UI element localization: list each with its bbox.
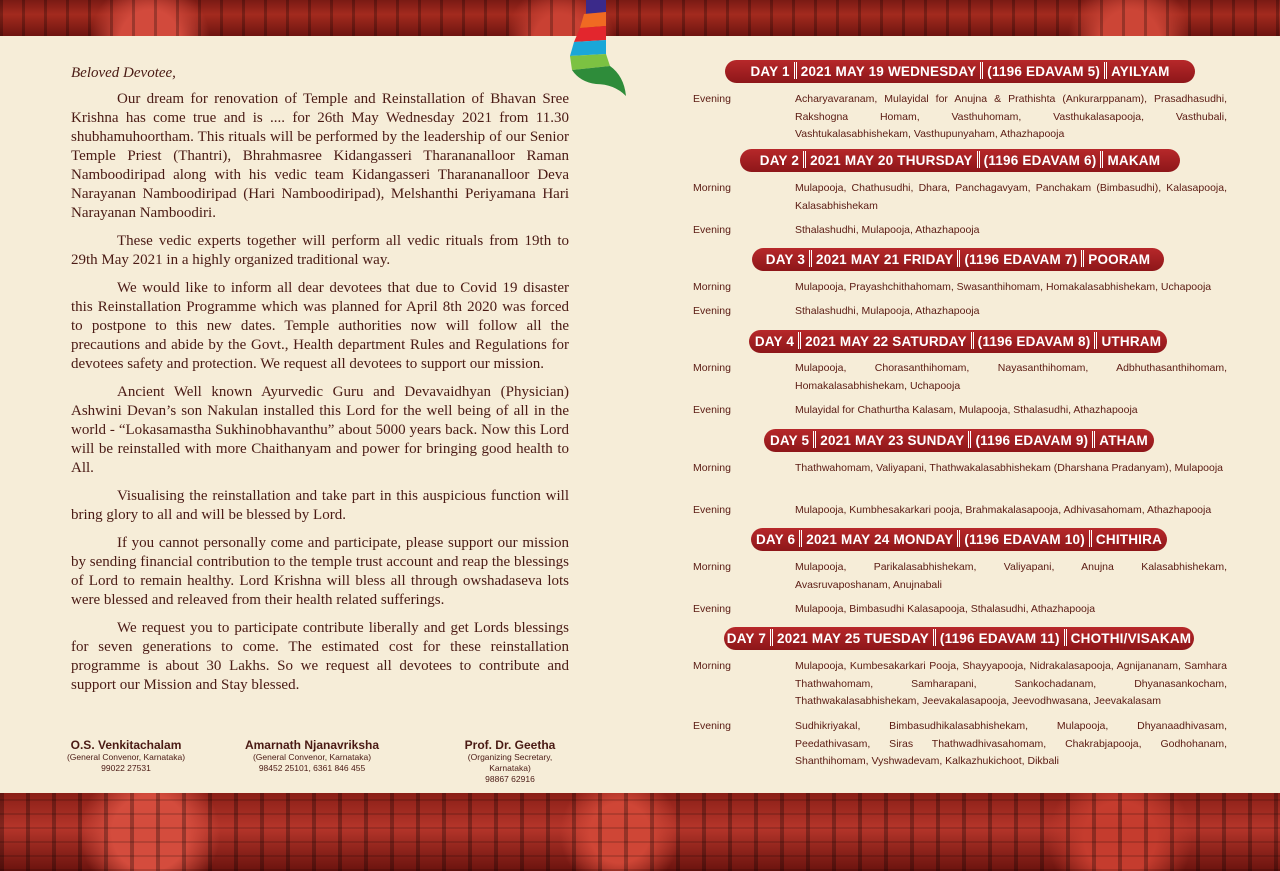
letter-paragraph: If you cannot personally come and participate, please support our mission by sending financial contribution to the temple trust account and reap the blessings of Lord to remain healthy. Lord Krishna will bless all through owshadaseva lots were blessed and releaved from their health related sufferings.	[71, 535, 569, 608]
day-star: CHITHIRA	[1095, 532, 1163, 547]
day-date: 2021 MAY 19 WEDNESDAY	[800, 64, 977, 79]
slot-label: Evening	[693, 504, 731, 516]
slot-rituals: Sudhikriyakal, Bimbasudhikalasabhishekam, Mulapooja, Dhyanaadhivasam, Peedathivasam, Siras Thathwadhivasahomam, Chakrabjapooja, Godhohanam, Shanthihomam, Vyshwadevam, Kalkazhukichoot, Dikbali	[795, 720, 1227, 767]
day-edavam: (1196 EDAVAM 8)	[977, 334, 1091, 349]
slot-label: Evening	[693, 224, 731, 236]
day-number: DAY 5	[769, 433, 810, 448]
letter	[71, 64, 569, 704]
signatory-name: Prof. Dr. Geetha	[464, 738, 556, 752]
day-star: POORAM	[1088, 252, 1151, 267]
day-edavam: (1196 EDAVAM 6)	[983, 153, 1097, 168]
day-header	[749, 330, 1167, 353]
day-header	[724, 627, 1194, 650]
separator	[968, 431, 971, 448]
day-number: DAY 3	[765, 252, 806, 267]
day-header	[751, 528, 1167, 551]
day-header	[740, 149, 1180, 172]
letter-paragraph: Visualising the reinstallation and take part in this auspicious function will bring glory to all and will be blessed by Lord.	[71, 488, 569, 523]
slot-label: Morning	[693, 362, 731, 374]
day-date: 2021 MAY 24 MONDAY	[806, 532, 954, 547]
day-header	[725, 60, 1195, 83]
separator	[971, 332, 974, 349]
separator	[1064, 629, 1067, 646]
separator	[957, 250, 960, 267]
day-header	[752, 248, 1164, 271]
signatory-phone: 99022 27531	[101, 763, 151, 773]
signatory	[242, 738, 382, 774]
separator	[809, 250, 812, 267]
slot-rituals: Acharyavaranam, Mulayidal for Anujna & Prathishta (Ankurarppanam), Prasadhasudhi, Rakshogna Homam, Vasthuhomam, Vasthukalasapooja, Vasthubali, Vashtukalasabhishekam, Vasthupunyaham, Athazhapooja	[795, 93, 1227, 140]
slot-label: Morning	[693, 561, 731, 573]
signatory	[446, 738, 574, 785]
slot-label: Morning	[693, 281, 731, 293]
slot-rituals: Mulapooja, Bimbasudhi Kalasapooja, Sthalasudhi, Athazhapooja	[795, 603, 1096, 615]
day-star: ATHAM	[1099, 433, 1148, 448]
day-date: 2021 MAY 22 SATURDAY	[805, 334, 967, 349]
letter-paragraph: Ancient Well known Ayurvedic Guru and Devavaidhyan (Physician) Ashwini Devan’s son Nakulan installed this Lord for the well being of all in the world - “Lokasamastha Sukhinobhavanthu” about 5000 years back. Now this Lord will be reinstalled with more Chaithanyam and power for bringing good health to All.	[71, 384, 569, 476]
slot-label: Morning	[693, 182, 731, 194]
separator	[770, 629, 773, 646]
slot-rituals: Sthalashudhi, Mulapooja, Athazhapooja	[795, 224, 980, 236]
slot-label: Evening	[693, 404, 731, 416]
separator	[1081, 250, 1084, 267]
day-edavam: (1196 EDAVAM 9)	[975, 433, 1089, 448]
slot-label: Evening	[693, 603, 731, 615]
separator	[803, 151, 806, 168]
day-number: DAY 1	[750, 64, 790, 79]
slot-label: Evening	[693, 305, 731, 317]
top-decorative-border	[0, 0, 1280, 36]
separator	[980, 62, 983, 79]
slot-rituals: Mulapooja, Parikalasabhishekam, Valiyapani, Anujna Kalasabhishekam, Avasruvaposhanam, Anujnabali	[795, 561, 1227, 591]
separator	[794, 62, 797, 79]
day-date: 2021 MAY 21 FRIDAY	[816, 252, 954, 267]
day-number: DAY 6	[755, 532, 796, 547]
day-date: 2021 MAY 23 SUNDAY	[820, 433, 965, 448]
slot-rituals: Mulapooja, Chorasanthihomam, Nayasanthihomam, Adbhuthasanthihomam, Homakalasabhishekam, Uchapooja	[795, 362, 1227, 392]
day-edavam: (1196 EDAVAM 10)	[964, 532, 1085, 547]
day-edavam: (1196 EDAVAM 7)	[964, 252, 1078, 267]
separator	[977, 151, 980, 168]
separator	[957, 530, 960, 547]
slot-rituals: Mulapooja, Kumbesakarkari Pooja, Shayyapooja, Nidrakalasapooja, Agnijananam, Samhara Thathwahomam, Samharapani, Sankochadanam, Dhyanasankocham, Thathwakalasabhishekam, Jeevakalasapooja, Jeevodhwasana, Jeevakalasam	[795, 660, 1227, 707]
day-header	[764, 429, 1154, 452]
day-star: MAKAM	[1107, 153, 1161, 168]
signatory-role: (General Convenor, Karnataka)	[66, 752, 186, 762]
separator	[1100, 151, 1103, 168]
signatory-role: (Organizing Secretary, Karnataka)	[467, 752, 553, 773]
slot-rituals: Sthalashudhi, Mulapooja, Athazhapooja	[795, 305, 980, 317]
signatory-phone: 98867 62916	[485, 774, 535, 784]
day-number: DAY 7	[726, 631, 767, 646]
slot-label: Morning	[693, 462, 731, 474]
slot-label: Morning	[693, 660, 731, 672]
slot-rituals: Thathwahomam, Valiyapani, Thathwakalasabhishekam (Dharshana Pradanyam), Mulapooja	[795, 462, 1224, 474]
letter-paragraph: We request you to participate contribute liberally and get Lords blessings for seven generations to come. The estimated cost for these reinstallation programme is about 30 Lakhs. So we request all devotees to contribute and support our Mission and Stay blessed.	[71, 620, 569, 693]
separator	[1094, 332, 1097, 349]
letter-paragraph: Our dream for renovation of Temple and Reinstallation of Bhavan Sree Krishna has come true and is .... for 26th May Wednesday 2021 from 11.30 shubhamuhoortham. This rituals will be performed by the leadership of our Senior Temple Priest (Thantri), Bhrahmasree Kidangasseri Tharananalloor Raman Namboodiripad along with his vedic team Kidangasseri Tharananalloor Deva Narayanan Namboodiripad (Hari Namboodiripad), Melshanthi Periyamana Hari Narayanan Namboodiri.	[71, 91, 569, 221]
signatory-phone: 98452 25101, 6361 846 455	[258, 763, 366, 773]
signatory	[62, 738, 190, 774]
letter-paragraph: We would like to inform all dear devotees that due to Covid 19 disaster this Reinstallation Programme which was planned for April 8th 2020 was forced to postpone to this new dates. Temple authorities now will follow all the precautions and abide by the Govt., Health department Rules and Regulations for devotees safety and protection. We request all devotees to support our mission.	[71, 280, 569, 372]
separator	[799, 530, 802, 547]
letter-paragraph: These vedic experts together will perform all vedic rituals from 19th to 29th May 2021 in a highly organized traditional way.	[71, 233, 569, 268]
bottom-decorative-border	[0, 793, 1280, 871]
day-star: AYILYAM	[1111, 64, 1170, 79]
separator	[798, 332, 801, 349]
slot-rituals: Mulapooja, Chathusudhi, Dhara, Panchagavyam, Panchakam (Bimbasudhi), Kalasapooja, Kalasabhishekam	[795, 182, 1227, 212]
slot-rituals: Mulapooja, Kumbhesakarkari pooja, Brahmakalasapooja, Adhivasahomam, Athazhapooja	[795, 504, 1212, 516]
slot-label: Evening	[693, 93, 731, 105]
slot-label: Evening	[693, 720, 731, 732]
day-date: 2021 MAY 20 THURSDAY	[810, 153, 973, 168]
signatory-name: Amarnath Njanavriksha	[244, 738, 380, 752]
slot-rituals: Mulapooja, Prayashchithahomam, Swasanthihomam, Homakalasabhishekam, Uchapooja	[795, 281, 1212, 293]
slot-rituals: Mulayidal for Chathurtha Kalasam, Mulapooja, Sthalasudhi, Athazhapooja	[795, 404, 1138, 416]
day-date: 2021 MAY 25 TUESDAY	[777, 631, 929, 646]
day-edavam: (1196 EDAVAM 5)	[987, 64, 1101, 79]
separator	[813, 431, 816, 448]
day-number: DAY 4	[754, 334, 795, 349]
salutation: Beloved Devotee,	[71, 65, 176, 81]
day-star: CHOTHI/VISAKAM	[1070, 631, 1192, 646]
signatory-name: O.S. Venkitachalam	[70, 738, 182, 752]
day-star: UTHRAM	[1101, 334, 1162, 349]
signatory-role: (General Convenor, Karnataka)	[252, 752, 372, 762]
separator	[1092, 431, 1095, 448]
day-edavam: (1196 EDAVAM 11)	[939, 631, 1060, 646]
day-number: DAY 2	[759, 153, 800, 168]
separator	[1104, 62, 1107, 79]
separator	[933, 629, 936, 646]
ribbon-graphic	[566, 0, 636, 100]
separator	[1089, 530, 1092, 547]
